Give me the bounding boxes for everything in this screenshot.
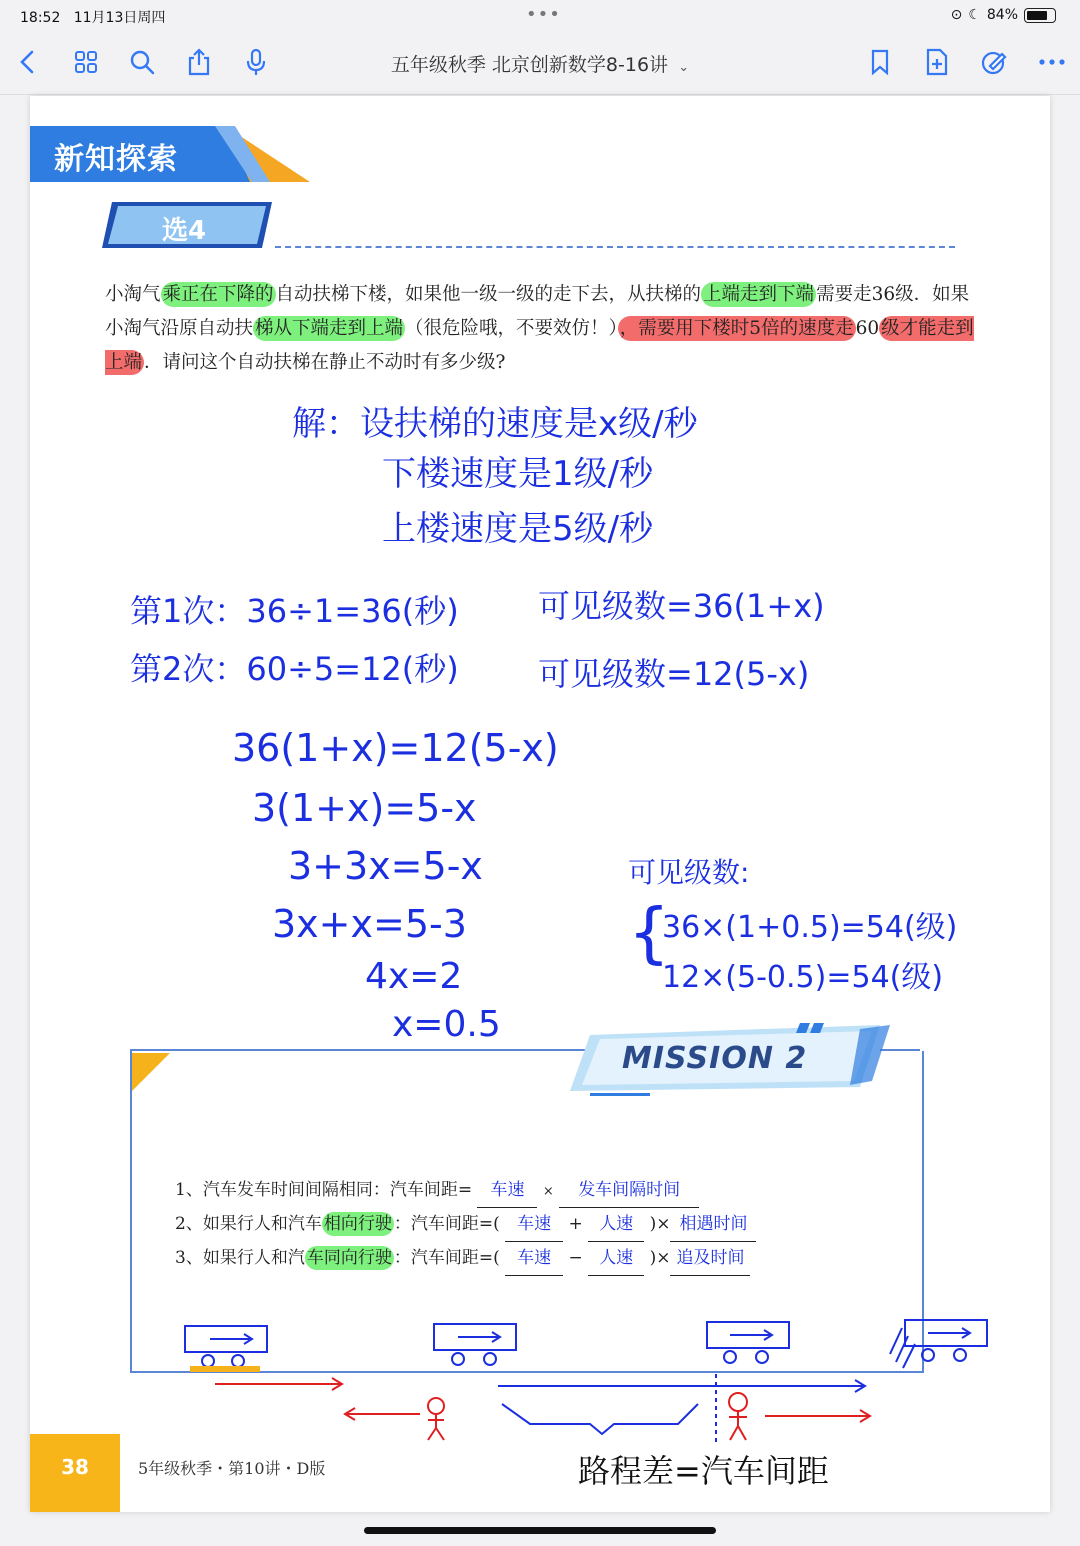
- status-right: [951, 7, 1056, 23]
- check-line: 36×(1+0.5)=54(级): [662, 910, 958, 945]
- handwriting-line: 第2次：60÷5=12(秒): [130, 650, 459, 688]
- handwriting-line: 第1次：36÷1=36(秒): [130, 592, 459, 630]
- check-line: 12×(5-0.5)=54(级): [662, 960, 944, 995]
- car-icon: [890, 1320, 987, 1368]
- problem-text: 小淘气 乘正在下降的 自动扶梯下楼，如果他一级一级的走下去，从扶梯的 上端走到下端 需要走36级．如果小淘气沿原自动扶 梯从下端走到上端 （很危险哦，不要效仿！） ，需要用下楼时5倍的速度走 60 级才能走到上端 ．请问这个自动扶梯在静止不动时有多少级?: [105, 284, 974, 373]
- status-bar: [0, 0, 1080, 32]
- fill-blank: 追及时间: [670, 1242, 750, 1276]
- add-page-icon[interactable]: [921, 46, 953, 78]
- sub-banner-text: 选4: [162, 216, 207, 246]
- section-banner-text: 新知探索: [54, 142, 178, 177]
- highlight-red: 级才能走到上端: [105, 318, 974, 373]
- check-brace: {: [628, 894, 670, 971]
- footer-text: 5年级秋季・第10讲・D版: [138, 1459, 326, 1478]
- page-footer: [30, 1434, 1050, 1512]
- divider: [275, 246, 955, 248]
- highlight-stroke: [190, 1366, 260, 1372]
- fill-blank: 人速: [588, 1208, 644, 1242]
- rule-2: 2、如果行人和汽车 相向行驶 ：汽车间距=( 车速 + 人速 )× 相遇时间: [175, 1208, 756, 1242]
- person-icon: [428, 1393, 747, 1440]
- document-title[interactable]: 五年级秋季 北京创新数学8-16讲 ⌄: [390, 54, 690, 76]
- car-icon: [185, 1326, 267, 1367]
- highlight-green: 梯从下端走到上端: [255, 318, 404, 339]
- equation-line: 3+3x=5-x: [288, 844, 483, 888]
- handwriting-line: 可见级数=12(5-x): [538, 655, 810, 693]
- highlight-red: ，需要用下楼时5倍的速度走: [619, 318, 854, 339]
- handwriting-line: 下楼速度是1级/秒: [382, 454, 654, 494]
- moon-icon: ☾: [968, 7, 981, 23]
- corner-triangle: [132, 1053, 170, 1091]
- more-icon[interactable]: [1036, 46, 1068, 78]
- handwriting-line: 解：设扶梯的速度是x级/秒: [292, 404, 698, 444]
- link-icon: ⊙: [950, 7, 963, 23]
- rule-1: 1、汽车发车时间间隔相同：汽车间距= 车速 × 发车间隔时间: [175, 1174, 756, 1208]
- equation-line: 3x+x=5-3: [272, 902, 467, 946]
- mission-rules: [175, 1174, 756, 1276]
- battery-icon: [1024, 8, 1056, 23]
- bottom-note: 路程差=汽车间距: [578, 1452, 829, 1490]
- equation-line: 4x=2: [365, 956, 463, 997]
- chevron-down-icon[interactable]: ⌄: [674, 60, 690, 75]
- status-time: 18:52 11月13日周四: [20, 10, 166, 26]
- equation-line: 36(1+x)=12(5-x): [232, 726, 559, 770]
- handwriting-line: 上楼速度是5级/秒: [382, 509, 654, 549]
- equation-line: x=0.5: [392, 1004, 501, 1045]
- highlight-green: 上端走到下端: [703, 284, 815, 305]
- fill-blank: 发车间隔时间: [559, 1174, 699, 1208]
- status-date: 11月13日周四: [73, 10, 166, 26]
- toolbar: [0, 32, 1080, 95]
- fill-blank: 车速: [505, 1208, 563, 1242]
- equation-line: 3(1+x)=5-x: [252, 786, 477, 830]
- fill-blank: 人速: [588, 1242, 644, 1276]
- multitask-dots-icon[interactable]: •••: [526, 4, 561, 25]
- fill-blank: 车速: [477, 1174, 537, 1208]
- car-icon: [707, 1322, 789, 1363]
- check-title: 可见级数:: [628, 856, 750, 889]
- mission-badge-text: MISSION 2: [622, 1041, 808, 1076]
- highlight-green: 乘正在下降的: [162, 284, 274, 305]
- page-number: 38: [30, 1434, 120, 1512]
- bookmark-icon[interactable]: [864, 46, 896, 78]
- car-diagram: [30, 1306, 1050, 1446]
- arrow-red: [215, 1378, 870, 1422]
- handwriting-line: 可见级数=36(1+x): [538, 587, 825, 625]
- car-icon: [434, 1324, 516, 1365]
- battery-percent: 84%: [986, 7, 1018, 23]
- fill-blank: 车速: [505, 1242, 563, 1276]
- fill-blank: 相遇时间: [670, 1208, 756, 1242]
- rule-3: 3、如果行人和汽 车同向行驶 ：汽车间距=( 车速 − 人速 )× 追及时间: [175, 1242, 756, 1276]
- document-page[interactable]: [30, 96, 1050, 1512]
- markup-icon[interactable]: [978, 46, 1010, 78]
- home-indicator[interactable]: [364, 1527, 716, 1534]
